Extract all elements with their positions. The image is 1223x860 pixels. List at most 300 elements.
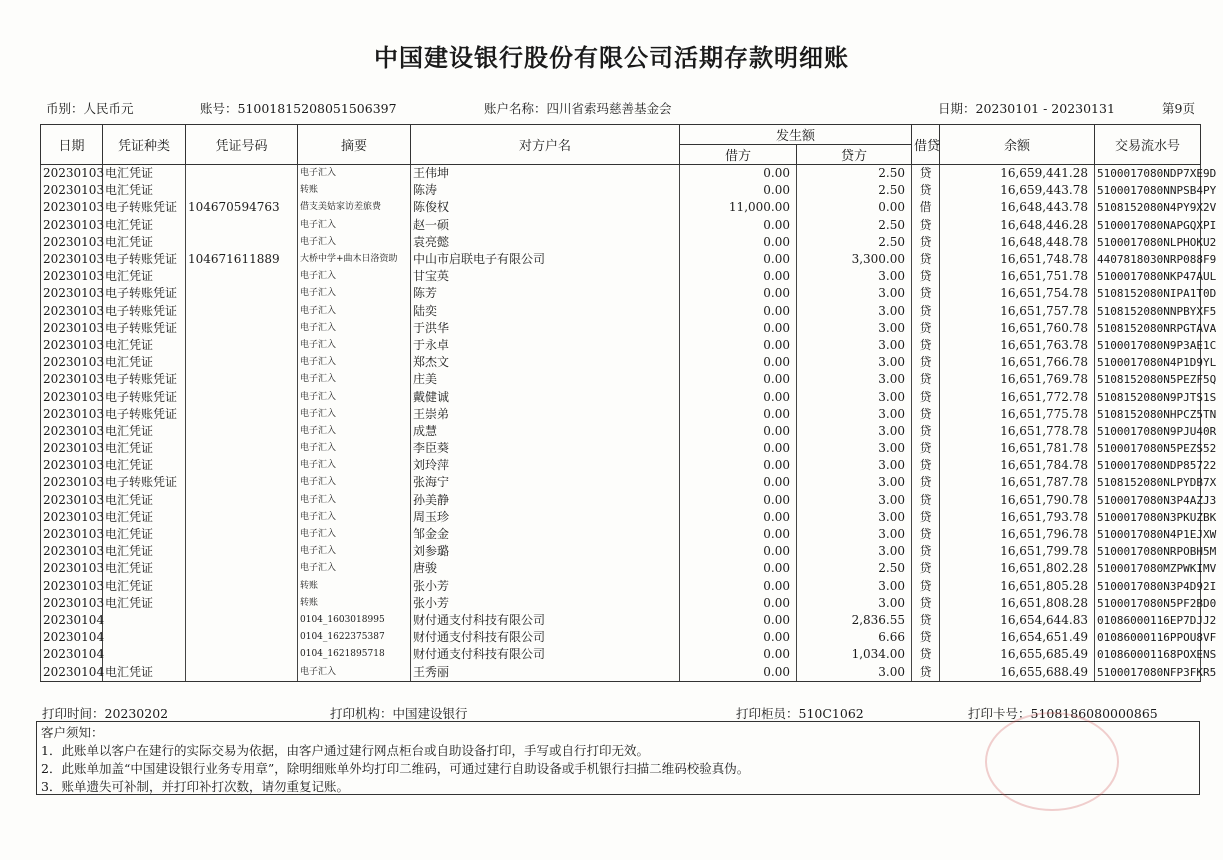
table-row xyxy=(41,543,1201,560)
row-voucher-type: 电汇凭证 xyxy=(103,560,186,577)
row-dc: 贷 xyxy=(912,423,940,440)
row-dc: 贷 xyxy=(912,182,940,199)
row-voucher-no xyxy=(186,612,298,629)
row-date: 20230103 xyxy=(41,492,103,509)
row-txn-no: 5100017080NRPOBH5M xyxy=(1095,543,1201,560)
row-voucher-no xyxy=(186,663,298,681)
row-debit: 0.00 xyxy=(680,509,797,526)
table-row xyxy=(41,526,1201,543)
row-balance: 16,648,446.28 xyxy=(940,217,1095,234)
row-credit: 3.00 xyxy=(797,388,912,405)
row-counterparty: 中山市启联电子有限公司 xyxy=(411,251,680,268)
row-txn-no: 5100017080N3PKUZBK xyxy=(1095,509,1201,526)
row-dc: 贷 xyxy=(912,560,940,577)
row-date: 20230103 xyxy=(41,251,103,268)
row-counterparty: 郑杰文 xyxy=(411,354,680,371)
row-debit: 0.00 xyxy=(680,492,797,509)
row-summary: 0104_1603018995 xyxy=(298,612,411,629)
row-debit: 0.00 xyxy=(680,354,797,371)
row-balance: 16,651,790.78 xyxy=(940,492,1095,509)
table-row xyxy=(41,251,1201,268)
row-debit: 0.00 xyxy=(680,560,797,577)
row-date: 20230103 xyxy=(41,578,103,595)
row-dc: 贷 xyxy=(912,337,940,354)
header-date: 日期 xyxy=(41,125,103,165)
row-counterparty: 张海宁 xyxy=(411,474,680,491)
notice-item-2: 2．此账单加盖“中国建设银行业务专用章”，除明细账单外均打印二维码，可通过建行自助设备或手机银行扫描二维码校验真伪。 xyxy=(41,761,750,776)
row-date: 20230103 xyxy=(41,165,103,183)
row-dc: 贷 xyxy=(912,217,940,234)
row-voucher-type: 电子转账凭证 xyxy=(103,388,186,405)
row-date: 20230103 xyxy=(41,457,103,474)
row-credit: 3.00 xyxy=(797,578,912,595)
row-summary: 电子汇入 xyxy=(298,268,411,285)
row-date: 20230103 xyxy=(41,303,103,320)
row-debit: 0.00 xyxy=(680,165,797,183)
row-txn-no: 5100017080N3P4D92I xyxy=(1095,578,1201,595)
row-txn-no: 5100017080NAPGQXPI xyxy=(1095,217,1201,234)
row-debit: 0.00 xyxy=(680,217,797,234)
row-balance: 16,651,796.78 xyxy=(940,526,1095,543)
row-balance: 16,651,784.78 xyxy=(940,457,1095,474)
row-dc: 贷 xyxy=(912,663,940,681)
row-txn-no: 5108152080NNPBYXF5 xyxy=(1095,303,1201,320)
row-dc: 贷 xyxy=(912,578,940,595)
table-row xyxy=(41,165,1201,183)
row-dc: 贷 xyxy=(912,251,940,268)
row-counterparty: 陆奕 xyxy=(411,303,680,320)
row-counterparty: 于洪华 xyxy=(411,320,680,337)
row-counterparty: 刘玲萍 xyxy=(411,457,680,474)
row-credit: 1,034.00 xyxy=(797,646,912,663)
row-counterparty: 王秀丽 xyxy=(411,663,680,681)
row-voucher-type: 电子转账凭证 xyxy=(103,406,186,423)
header-txn-no: 交易流水号 xyxy=(1095,125,1201,165)
row-voucher-type: 电汇凭证 xyxy=(103,543,186,560)
row-txn-no: 5100017080NNPSB4PY xyxy=(1095,182,1201,199)
row-counterparty: 于永卓 xyxy=(411,337,680,354)
row-date: 20230104 xyxy=(41,646,103,663)
row-counterparty: 邹金金 xyxy=(411,526,680,543)
print-card: 打印卡号：5108186080000865 xyxy=(968,706,1158,721)
row-counterparty: 周玉珍 xyxy=(411,509,680,526)
row-txn-no: 5100017080N9P3AE1C xyxy=(1095,337,1201,354)
row-balance: 16,655,688.49 xyxy=(940,663,1095,681)
table-row xyxy=(41,646,1201,663)
table-row xyxy=(41,578,1201,595)
row-dc: 贷 xyxy=(912,612,940,629)
row-txn-no: 5108152080N9PJTS1S xyxy=(1095,388,1201,405)
row-dc: 贷 xyxy=(912,234,940,251)
row-summary: 电子汇入 xyxy=(298,509,411,526)
row-credit: 3.00 xyxy=(797,457,912,474)
row-voucher-no xyxy=(186,595,298,612)
row-credit: 3.00 xyxy=(797,285,912,302)
ledger-table xyxy=(40,124,1217,682)
row-summary: 转账 xyxy=(298,182,411,199)
table-row xyxy=(41,612,1201,629)
row-dc: 贷 xyxy=(912,406,940,423)
row-dc: 贷 xyxy=(912,285,940,302)
notice-title: 客户须知： xyxy=(41,725,104,740)
row-txn-no: 01086000116EP7DJJ2 xyxy=(1095,612,1201,629)
date-range: 日期：20230101 - 20230131 xyxy=(938,101,1115,116)
row-counterparty: 财付通支付科技有限公司 xyxy=(411,646,680,663)
row-summary: 电子汇入 xyxy=(298,440,411,457)
row-balance: 16,651,760.78 xyxy=(940,320,1095,337)
row-credit: 2.50 xyxy=(797,165,912,183)
row-counterparty: 成慧 xyxy=(411,423,680,440)
row-txn-no: 5108152080NHPCZ5TN xyxy=(1095,406,1201,423)
row-voucher-type: 电汇凭证 xyxy=(103,440,186,457)
row-balance: 16,651,754.78 xyxy=(940,285,1095,302)
row-debit: 0.00 xyxy=(680,320,797,337)
row-txn-no: 5100017080N5PF2BD0 xyxy=(1095,595,1201,612)
row-credit: 3.00 xyxy=(797,320,912,337)
row-voucher-type: 电子转账凭证 xyxy=(103,303,186,320)
row-voucher-type: 电汇凭证 xyxy=(103,492,186,509)
row-voucher-type: 电子转账凭证 xyxy=(103,371,186,388)
row-date: 20230103 xyxy=(41,199,103,216)
row-credit: 3.00 xyxy=(797,663,912,681)
row-counterparty: 王伟坤 xyxy=(411,165,680,183)
row-balance: 16,651,748.78 xyxy=(940,251,1095,268)
row-debit: 0.00 xyxy=(680,646,797,663)
row-summary: 电子汇入 xyxy=(298,457,411,474)
row-voucher-type: 电汇凭证 xyxy=(103,578,186,595)
table-row xyxy=(41,595,1201,612)
row-summary: 0104_1622375387 xyxy=(298,629,411,646)
row-txn-no: 5100017080MZPWKIMV xyxy=(1095,560,1201,577)
row-txn-no: 5100017080N4P1D9YL xyxy=(1095,354,1201,371)
row-voucher-no xyxy=(186,268,298,285)
row-balance: 16,651,769.78 xyxy=(940,371,1095,388)
header-dc: 借贷 xyxy=(912,125,940,165)
row-debit: 0.00 xyxy=(680,234,797,251)
row-date: 20230103 xyxy=(41,234,103,251)
row-balance: 16,651,802.28 xyxy=(940,560,1095,577)
row-voucher-no xyxy=(186,234,298,251)
row-summary: 大桥中学+曲木日洛资助 xyxy=(298,251,411,268)
row-voucher-type: 电汇凭证 xyxy=(103,337,186,354)
row-voucher-no xyxy=(186,406,298,423)
row-balance: 16,659,443.78 xyxy=(940,182,1095,199)
row-dc: 贷 xyxy=(912,474,940,491)
row-voucher-no xyxy=(186,474,298,491)
account-number: 账号：51001815208051506397 xyxy=(200,101,397,116)
row-counterparty: 李臣葵 xyxy=(411,440,680,457)
row-voucher-no xyxy=(186,337,298,354)
row-date: 20230103 xyxy=(41,337,103,354)
row-voucher-type: 电子转账凭证 xyxy=(103,474,186,491)
row-date: 20230103 xyxy=(41,526,103,543)
row-dc: 贷 xyxy=(912,509,940,526)
row-debit: 0.00 xyxy=(680,406,797,423)
row-balance: 16,648,443.78 xyxy=(940,199,1095,216)
row-date: 20230104 xyxy=(41,663,103,681)
row-voucher-no xyxy=(186,457,298,474)
table-row xyxy=(41,234,1201,251)
row-counterparty: 陈涛 xyxy=(411,182,680,199)
row-credit: 2.50 xyxy=(797,560,912,577)
row-balance: 16,654,651.49 xyxy=(940,629,1095,646)
row-date: 20230103 xyxy=(41,440,103,457)
row-debit: 0.00 xyxy=(680,595,797,612)
row-summary: 电子汇入 xyxy=(298,303,411,320)
row-credit: 3.00 xyxy=(797,354,912,371)
row-debit: 11,000.00 xyxy=(680,199,797,216)
row-voucher-no xyxy=(186,303,298,320)
row-summary: 转账 xyxy=(298,595,411,612)
page-number: 第9页 xyxy=(1162,101,1195,116)
row-counterparty: 甘宝英 xyxy=(411,268,680,285)
row-counterparty: 王崇弟 xyxy=(411,406,680,423)
row-voucher-no xyxy=(186,526,298,543)
row-voucher-no xyxy=(186,371,298,388)
row-balance: 16,651,805.28 xyxy=(940,578,1095,595)
row-summary: 电子汇入 xyxy=(298,320,411,337)
row-credit: 3.00 xyxy=(797,474,912,491)
row-txn-no: 5108152080N4PY9X2V xyxy=(1095,199,1201,216)
row-dc: 贷 xyxy=(912,354,940,371)
header-voucher-type: 凭证种类 xyxy=(103,125,186,165)
row-txn-no: 5108152080NRPGTAVA xyxy=(1095,320,1201,337)
row-date: 20230103 xyxy=(41,182,103,199)
row-debit: 0.00 xyxy=(680,268,797,285)
row-summary: 电子汇入 xyxy=(298,526,411,543)
row-voucher-no xyxy=(186,578,298,595)
row-dc: 贷 xyxy=(912,388,940,405)
row-voucher-type: 电汇凭证 xyxy=(103,595,186,612)
row-counterparty: 赵一硕 xyxy=(411,217,680,234)
row-debit: 0.00 xyxy=(680,303,797,320)
row-credit: 2.50 xyxy=(797,182,912,199)
table-row xyxy=(41,285,1201,302)
table-row xyxy=(41,492,1201,509)
row-balance: 16,651,775.78 xyxy=(940,406,1095,423)
row-summary: 电子汇入 xyxy=(298,560,411,577)
table-row xyxy=(41,509,1201,526)
table-row xyxy=(41,440,1201,457)
row-counterparty: 庄美 xyxy=(411,371,680,388)
print-time: 打印时间：20230202 xyxy=(42,706,169,721)
row-voucher-no xyxy=(186,560,298,577)
row-dc: 贷 xyxy=(912,268,940,285)
row-dc: 贷 xyxy=(912,646,940,663)
row-dc: 贷 xyxy=(912,303,940,320)
row-credit: 3.00 xyxy=(797,337,912,354)
row-voucher-type: 电汇凭证 xyxy=(103,509,186,526)
table-row xyxy=(41,406,1201,423)
row-debit: 0.00 xyxy=(680,526,797,543)
row-debit: 0.00 xyxy=(680,285,797,302)
row-txn-no: 5100017080NFP3FKR5 xyxy=(1095,663,1201,681)
row-txn-no: 5100017080NDP85722 xyxy=(1095,457,1201,474)
row-counterparty: 戴健诚 xyxy=(411,388,680,405)
row-balance: 16,651,763.78 xyxy=(940,337,1095,354)
notice-item-1: 1．此账单以客户在建行的实际交易为依据，由客户通过建行网点柜台或自助设备打印，手写或自行打印无效。 xyxy=(41,743,649,758)
row-txn-no: 5108152080NIPA1T0D xyxy=(1095,285,1201,302)
row-voucher-type: 电汇凭证 xyxy=(103,182,186,199)
row-summary: 0104_1621895718 xyxy=(298,646,411,663)
row-voucher-no xyxy=(186,543,298,560)
row-date: 20230104 xyxy=(41,629,103,646)
row-date: 20230103 xyxy=(41,595,103,612)
row-dc: 贷 xyxy=(912,526,940,543)
row-counterparty: 陈俊权 xyxy=(411,199,680,216)
table-row xyxy=(41,423,1201,440)
row-balance: 16,651,808.28 xyxy=(940,595,1095,612)
row-counterparty: 刘参璐 xyxy=(411,543,680,560)
row-balance: 16,651,751.78 xyxy=(940,268,1095,285)
row-voucher-type: 电汇凭证 xyxy=(103,457,186,474)
table-row xyxy=(41,371,1201,388)
row-txn-no: 5100017080NLPHOKU2 xyxy=(1095,234,1201,251)
row-voucher-no xyxy=(186,182,298,199)
row-txn-no: 5100017080N3P4AZJ3 xyxy=(1095,492,1201,509)
row-date: 20230103 xyxy=(41,268,103,285)
row-debit: 0.00 xyxy=(680,388,797,405)
row-summary: 转账 xyxy=(298,578,411,595)
row-voucher-type xyxy=(103,629,186,646)
row-balance: 16,651,793.78 xyxy=(940,509,1095,526)
table-row xyxy=(41,217,1201,234)
row-summary: 电子汇入 xyxy=(298,406,411,423)
row-balance: 16,654,644.83 xyxy=(940,612,1095,629)
row-voucher-type: 电汇凭证 xyxy=(103,268,186,285)
ledger-body xyxy=(41,165,1217,682)
row-counterparty: 唐骏 xyxy=(411,560,680,577)
page-title: 中国建设银行股份有限公司活期存款明细账 xyxy=(374,44,849,72)
row-balance: 16,648,448.78 xyxy=(940,234,1095,251)
row-debit: 0.00 xyxy=(680,612,797,629)
row-credit: 3.00 xyxy=(797,492,912,509)
row-summary: 借支美姑家访差旅费 xyxy=(298,199,411,216)
currency-label: 币别：人民币元 xyxy=(46,101,134,116)
row-voucher-type xyxy=(103,612,186,629)
header-amount-group: 发生额 xyxy=(680,125,912,145)
ledger-header xyxy=(41,125,1201,165)
row-credit: 3,300.00 xyxy=(797,251,912,268)
row-summary: 电子汇入 xyxy=(298,354,411,371)
row-summary: 电子汇入 xyxy=(298,663,411,681)
row-balance: 16,651,781.78 xyxy=(940,440,1095,457)
row-date: 20230103 xyxy=(41,354,103,371)
row-counterparty: 财付通支付科技有限公司 xyxy=(411,612,680,629)
notice-item-3: 3．账单遗失可补制，并打印补打次数，请勿重复记账。 xyxy=(41,779,349,794)
row-debit: 0.00 xyxy=(680,440,797,457)
row-date: 20230103 xyxy=(41,388,103,405)
row-credit: 3.00 xyxy=(797,526,912,543)
row-balance: 16,651,772.78 xyxy=(940,388,1095,405)
row-date: 20230103 xyxy=(41,474,103,491)
row-credit: 3.00 xyxy=(797,423,912,440)
row-debit: 0.00 xyxy=(680,423,797,440)
row-voucher-type: 电子转账凭证 xyxy=(103,285,186,302)
row-voucher-type: 电子转账凭证 xyxy=(103,320,186,337)
row-date: 20230103 xyxy=(41,406,103,423)
row-balance: 16,651,778.78 xyxy=(940,423,1095,440)
row-voucher-no xyxy=(186,217,298,234)
table-row xyxy=(41,474,1201,491)
row-date: 20230103 xyxy=(41,217,103,234)
table-row xyxy=(41,388,1201,405)
row-credit: 3.00 xyxy=(797,371,912,388)
row-summary: 电子汇入 xyxy=(298,217,411,234)
row-voucher-type: 电汇凭证 xyxy=(103,354,186,371)
row-credit: 0.00 xyxy=(797,199,912,216)
row-dc: 贷 xyxy=(912,543,940,560)
table-row xyxy=(41,560,1201,577)
row-dc: 贷 xyxy=(912,440,940,457)
header-counterparty: 对方户名 xyxy=(411,125,680,165)
row-counterparty: 袁亮懿 xyxy=(411,234,680,251)
row-summary: 电子汇入 xyxy=(298,492,411,509)
row-counterparty: 财付通支付科技有限公司 xyxy=(411,629,680,646)
row-credit: 6.66 xyxy=(797,629,912,646)
row-credit: 3.00 xyxy=(797,440,912,457)
row-balance: 16,659,441.28 xyxy=(940,165,1095,183)
row-summary: 电子汇入 xyxy=(298,234,411,251)
row-dc: 贷 xyxy=(912,629,940,646)
table-row xyxy=(41,354,1201,371)
row-voucher-type: 电汇凭证 xyxy=(103,526,186,543)
table-row xyxy=(41,663,1201,681)
row-voucher-type: 电汇凭证 xyxy=(103,234,186,251)
row-txn-no: 5100017080N9PJU40R xyxy=(1095,423,1201,440)
row-txn-no: 5108152080NLPYDB7X xyxy=(1095,474,1201,491)
row-txn-no: 5100017080NDP7XE9D xyxy=(1095,165,1201,183)
table-row xyxy=(41,303,1201,320)
row-date: 20230104 xyxy=(41,612,103,629)
table-row xyxy=(41,457,1201,474)
row-voucher-no xyxy=(186,165,298,183)
row-date: 20230103 xyxy=(41,423,103,440)
row-debit: 0.00 xyxy=(680,543,797,560)
row-credit: 3.00 xyxy=(797,543,912,560)
row-voucher-no xyxy=(186,354,298,371)
row-debit: 0.00 xyxy=(680,251,797,268)
print-org: 打印机构：中国建设银行 xyxy=(330,706,468,721)
row-voucher-no xyxy=(186,646,298,663)
row-voucher-type: 电子转账凭证 xyxy=(103,199,186,216)
row-summary: 电子汇入 xyxy=(298,285,411,302)
row-voucher-type: 电汇凭证 xyxy=(103,663,186,681)
row-debit: 0.00 xyxy=(680,474,797,491)
table-row xyxy=(41,199,1201,216)
row-credit: 2.50 xyxy=(797,217,912,234)
row-voucher-type xyxy=(103,646,186,663)
row-date: 20230103 xyxy=(41,509,103,526)
row-voucher-no xyxy=(186,285,298,302)
row-credit: 3.00 xyxy=(797,268,912,285)
table-row xyxy=(41,629,1201,646)
header-debit: 借方 xyxy=(680,145,797,165)
row-date: 20230103 xyxy=(41,371,103,388)
row-date: 20230103 xyxy=(41,543,103,560)
row-txn-no: 5100017080N4P1EJXW xyxy=(1095,526,1201,543)
row-balance: 16,655,685.49 xyxy=(940,646,1095,663)
row-date: 20230103 xyxy=(41,320,103,337)
account-name: 账户名称：四川省索玛慈善基金会 xyxy=(484,101,672,116)
row-voucher-no xyxy=(186,629,298,646)
row-voucher-no xyxy=(186,423,298,440)
row-voucher-no: 104671611889 xyxy=(186,251,298,268)
row-dc: 贷 xyxy=(912,165,940,183)
row-txn-no: 4407818030NRP088F9 xyxy=(1095,251,1201,268)
row-voucher-type: 电子转账凭证 xyxy=(103,251,186,268)
row-txn-no: 5100017080NKP47AUL xyxy=(1095,268,1201,285)
